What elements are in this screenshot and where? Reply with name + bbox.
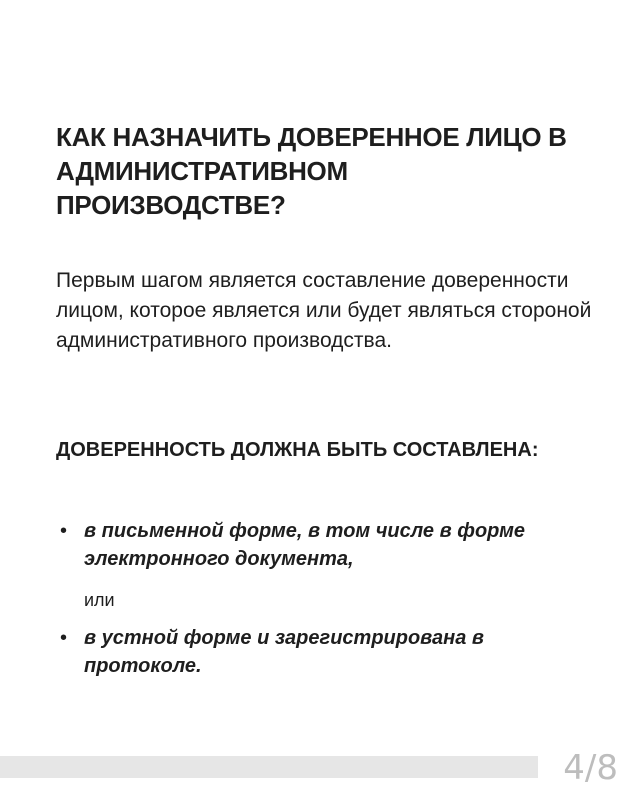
footer-bar [0,756,538,778]
list-item-text: в письменной форме, в том числе в форме электронного документа, [84,520,526,570]
bullet-icon: • [60,627,68,649]
list-item-text: в устной форме и зарегистрирована в протоколе. [84,627,484,677]
intro-paragraph: Первым шагом является составление доверенности лицом, которое является или будет являться стороной административного производства. [56,269,592,352]
page-indicator: 4/8 [563,748,618,788]
list-connector: или [84,590,115,610]
section-heading: ДОВЕРЕННОСТЬ ДОЛЖНА БЫТЬ СОСТАВЛЕНА: [56,439,539,461]
list-item [60,517,604,573]
bullet-icon: • [60,520,68,542]
list-item [60,624,604,680]
page-title: КАК НАЗНАЧИТЬ ДОВЕРЕННОЕ ЛИЦО В АДМИНИСТРАТИВНОМ ПРОИЗВОДСТВЕ? [56,122,567,220]
